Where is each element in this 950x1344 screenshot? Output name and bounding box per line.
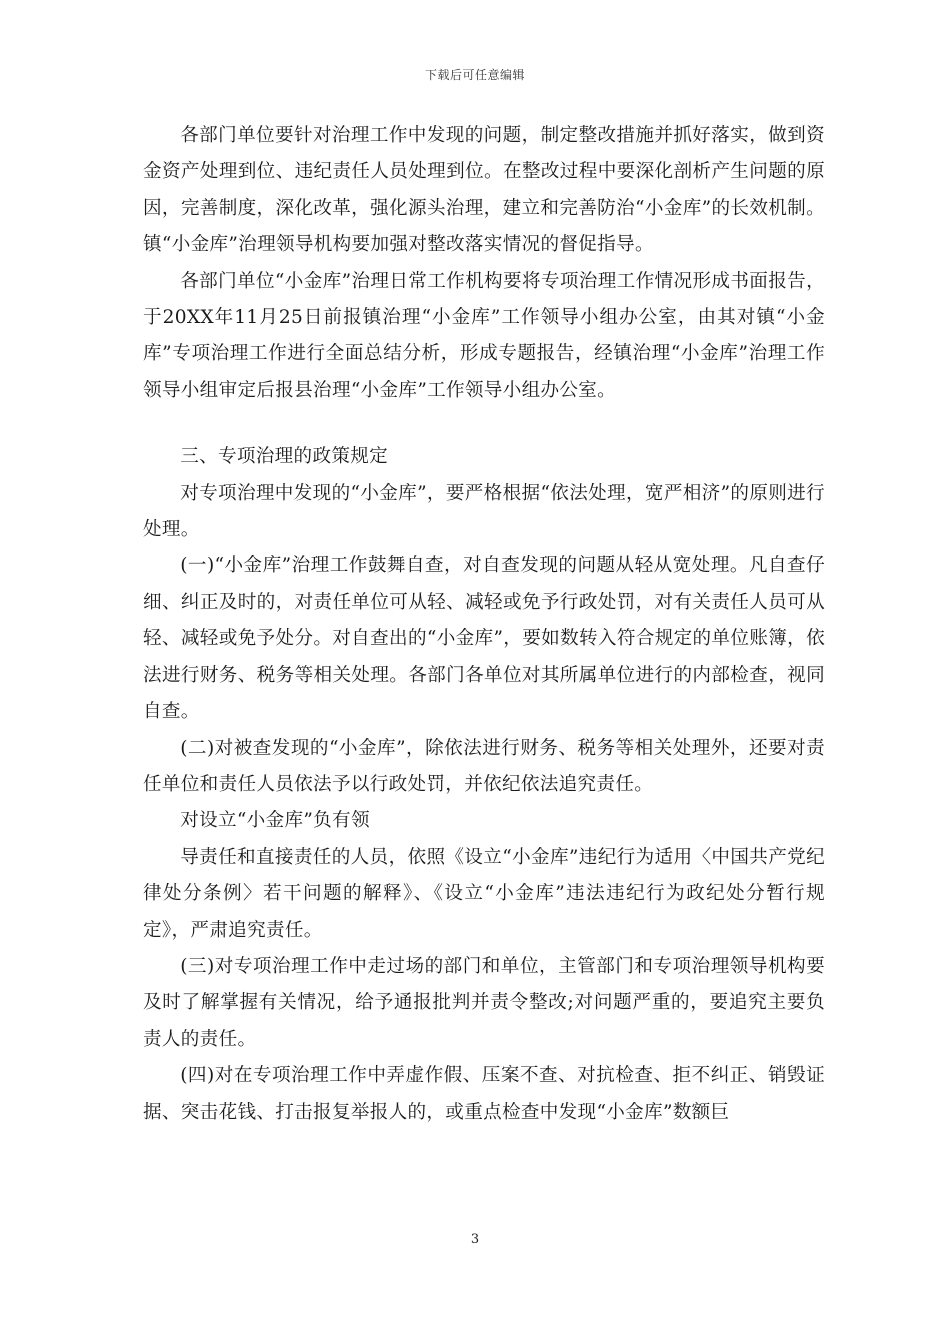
section-gap: [143, 409, 825, 439]
section-title: 三、专项治理的政策规定: [180, 446, 389, 468]
paragraph: 导责任和直接责任的人员，依照《设立“小金库”违纪行为适用〈中国共产党纪律处分条例〉若干问题的解释》、《设立“小金库”违法违纪行为政纪处分暂行规定》，严肃追究责任。: [143, 846, 825, 941]
paragraph: (三)对专项治理工作中走过场的部门和单位，主管部门和专项治理领导机构要及时了解掌握有关情况，给予通报批判并责令整改;对问题严重的，要追究主要负责人的责任。: [143, 955, 825, 1050]
paragraph: (一)“小金库”治理工作鼓舞自查，对自查发现的问题从轻从宽处理。凡自查仔细、纠正及时的，对责任单位可从轻、减轻或免予行政处罚，对有关责任人员可从轻、减轻或免予处分。对自查出的“小金库”，要如数转入符合规定的单位账簿，依法进行财务、税务等相关处理。各部门各单位对其所属单位进行的内部检查，视同自查。: [143, 555, 825, 723]
paragraph: 各部门单位“小金库”治理日常工作机构要将专项治理工作情况形成书面报告，于20XX年11月25日前报镇治理“小金库”工作领导小组办公室，由其对镇“小金库”专项治理工作进行全面总结分析，形成专题报告，经镇治理“小金库”治理工作领导小组审定后报县治理“小金库”工作领导小组办公室。: [143, 270, 825, 401]
page-header: 下载后可任意编辑: [424, 68, 525, 82]
paragraph: 对设立“小金库”负有领: [180, 810, 370, 832]
paragraph: 各部门单位要针对治理工作中发现的问题，制定整改措施并抓好落实，做到资金资产处理到位、违纪责任人员处理到位。在整改过程中要深化剖析产生问题的原因，完善制度，深化改革，强化源头治理，建立和完善防治“小金库”的长效机制。镇“小金库”治理领导机构要加强对整改落实情况的督促指导。: [143, 125, 825, 256]
document-body: [143, 118, 825, 1131]
paragraph: (四)对在专项治理工作中弄虚作假、压案不查、对抗检查、拒不纠正、销毁证据、突击花钱、打击报复举报人的，或重点检查中发现“小金库”数额巨: [143, 1065, 825, 1123]
page-number: 3: [470, 1232, 480, 1247]
paragraph: (二)对被查发现的“小金库”，除依法进行财务、税务等相关处理外，还要对责任单位和责任人员依法予以行政处罚，并依纪依法追究责任。: [143, 737, 825, 795]
paragraph: 对专项治理中发现的“小金库”，要严格根据“依法处理，宽严相济”的原则进行处理。: [143, 482, 825, 541]
